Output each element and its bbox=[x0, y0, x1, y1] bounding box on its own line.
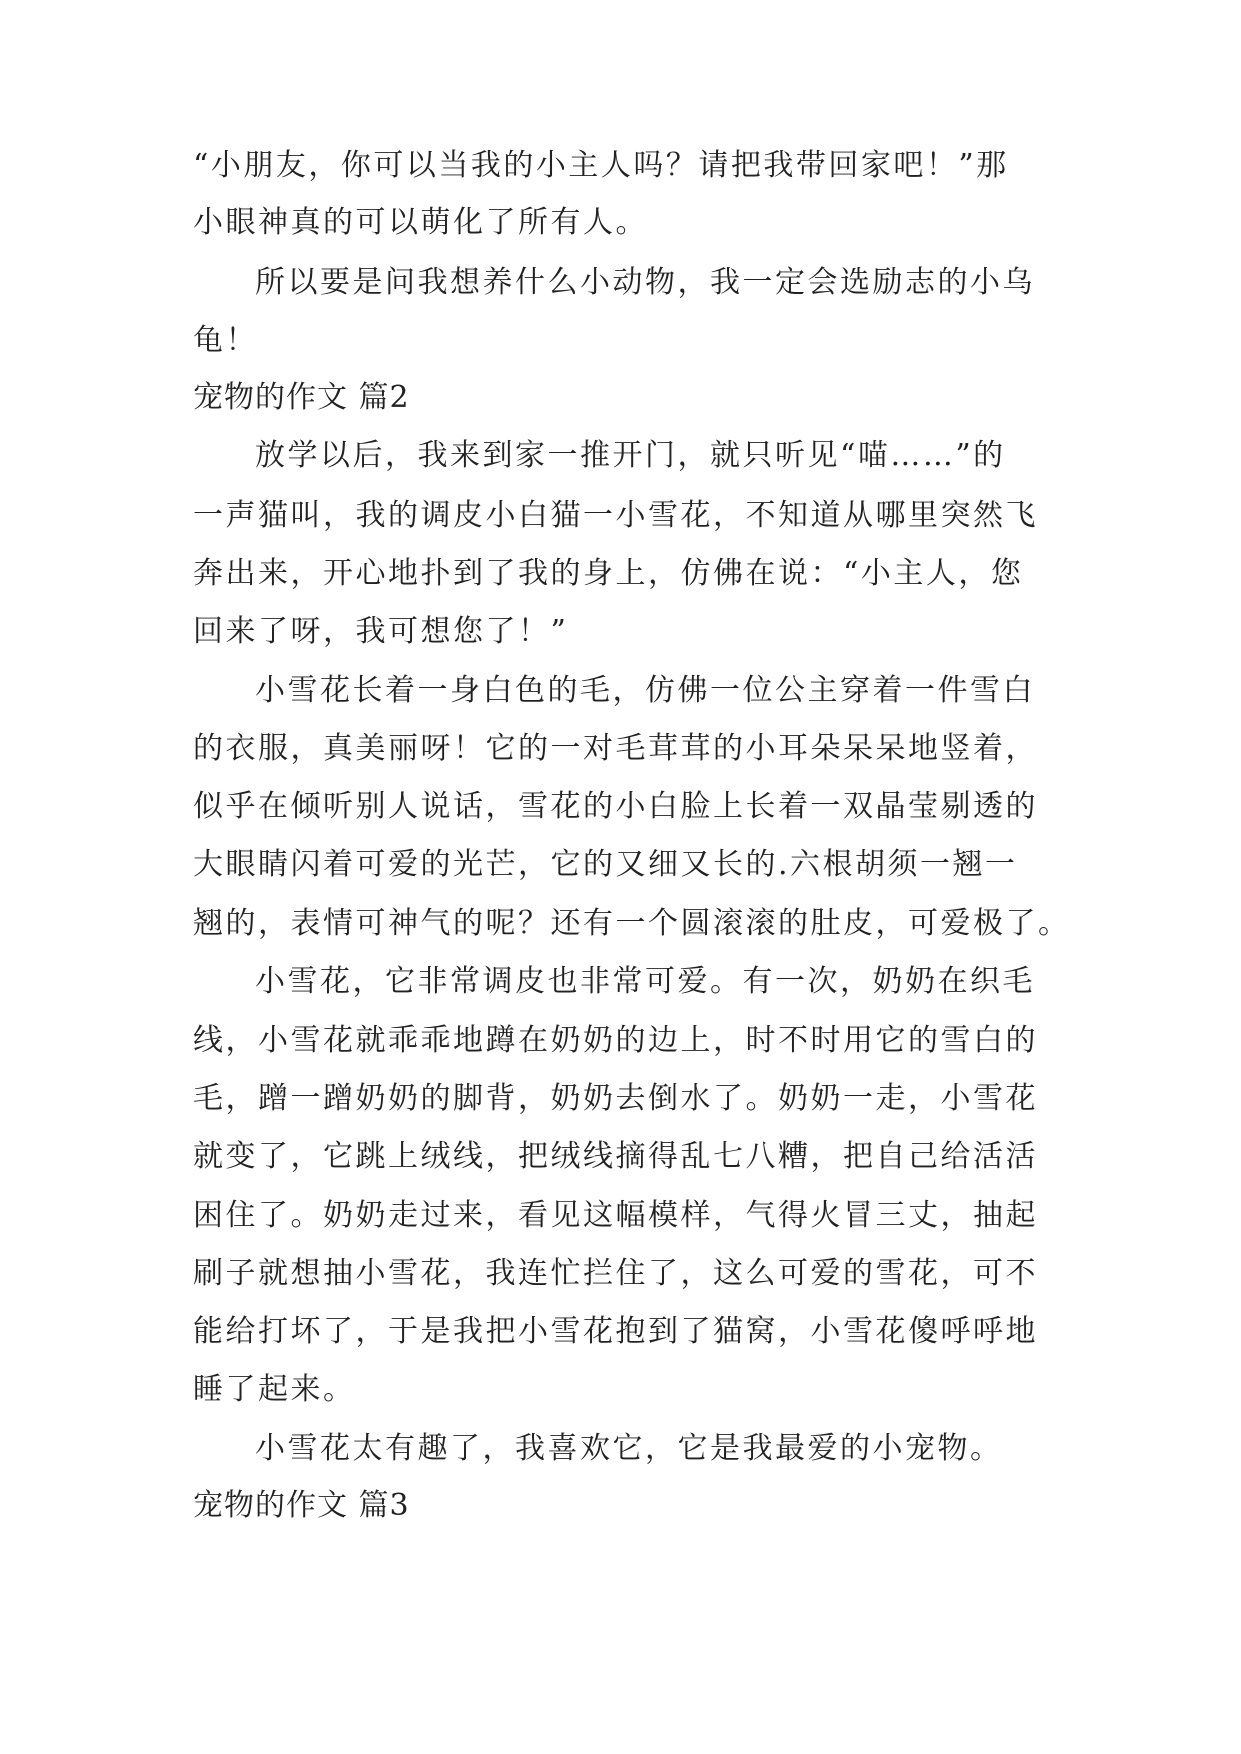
section-heading: 宠物的作文 篇2 bbox=[193, 380, 410, 415]
text-line: 回来了呀，我可想您了！” bbox=[193, 614, 569, 649]
text-line: 能给打坏了，于是我把小雪花抱到了猫窝，小雪花傻呼呼地 bbox=[193, 1314, 1038, 1349]
text-line: 小雪花，它非常调皮也非常可爱。有一次，奶奶在织毛 bbox=[255, 964, 1035, 999]
text-line: 似乎在倾听别人说话，雪花的小白脸上长着一双晶莹剔透的 bbox=[193, 789, 1038, 824]
text-line: 线，小雪花就乖乖地蹲在奶奶的边上，时不时用它的雪白的 bbox=[193, 1023, 1038, 1058]
text-line: 翘的，表情可神气的呢？还有一个圆滚滚的肚皮，可爱极了。 bbox=[193, 906, 1071, 941]
text-line: 所以要是问我想养什么小动物，我一定会选励志的小乌 bbox=[255, 265, 1035, 300]
text-line: 奔出来，开心地扑到了我的身上，仿佛在说：“小主人，您 bbox=[193, 556, 1024, 591]
text-line: 的衣服，真美丽呀！它的一对毛茸茸的小耳朵呆呆地竖着， bbox=[193, 731, 1038, 766]
text-line: 毛，蹭一蹭奶奶的脚背，奶奶去倒水了。奶奶一走，小雪花 bbox=[193, 1081, 1038, 1116]
text-line: 一声猫叫，我的调皮小白猫一小雪花，不知道从哪里突然飞 bbox=[193, 498, 1038, 533]
text-line: 龟！ bbox=[193, 323, 258, 358]
text-line: “小朋友，你可以当我的小主人吗？请把我带回家吧！”那 bbox=[193, 148, 1009, 183]
text-line: 困住了。奶奶走过来，看见这幅模样，气得火冒三丈，抽起 bbox=[193, 1198, 1038, 1233]
text-line: 刷子就想抽小雪花，我连忙拦住了，这么可爱的雪花，可不 bbox=[193, 1256, 1038, 1291]
text-line: 小雪花太有趣了，我喜欢它，它是我最爱的小宠物。 bbox=[255, 1431, 1003, 1466]
section-heading: 宠物的作文 篇3 bbox=[193, 1488, 410, 1523]
text-line: 放学以后，我来到家一推开门，就只听见“喵……”的 bbox=[255, 438, 1006, 473]
text-line: 就变了，它跳上绒线，把绒线摘得乱七八糟，把自己给活活 bbox=[193, 1139, 1038, 1174]
text-line: 睡了起来。 bbox=[193, 1372, 356, 1407]
text-line: 小雪花长着一身白色的毛，仿佛一位公主穿着一件雪白 bbox=[255, 673, 1035, 708]
text-line: 大眼睛闪着可爱的光芒，它的又细又长的.六根胡须一翘一 bbox=[193, 847, 1018, 882]
text-line: 小眼神真的可以萌化了所有人。 bbox=[193, 205, 648, 240]
